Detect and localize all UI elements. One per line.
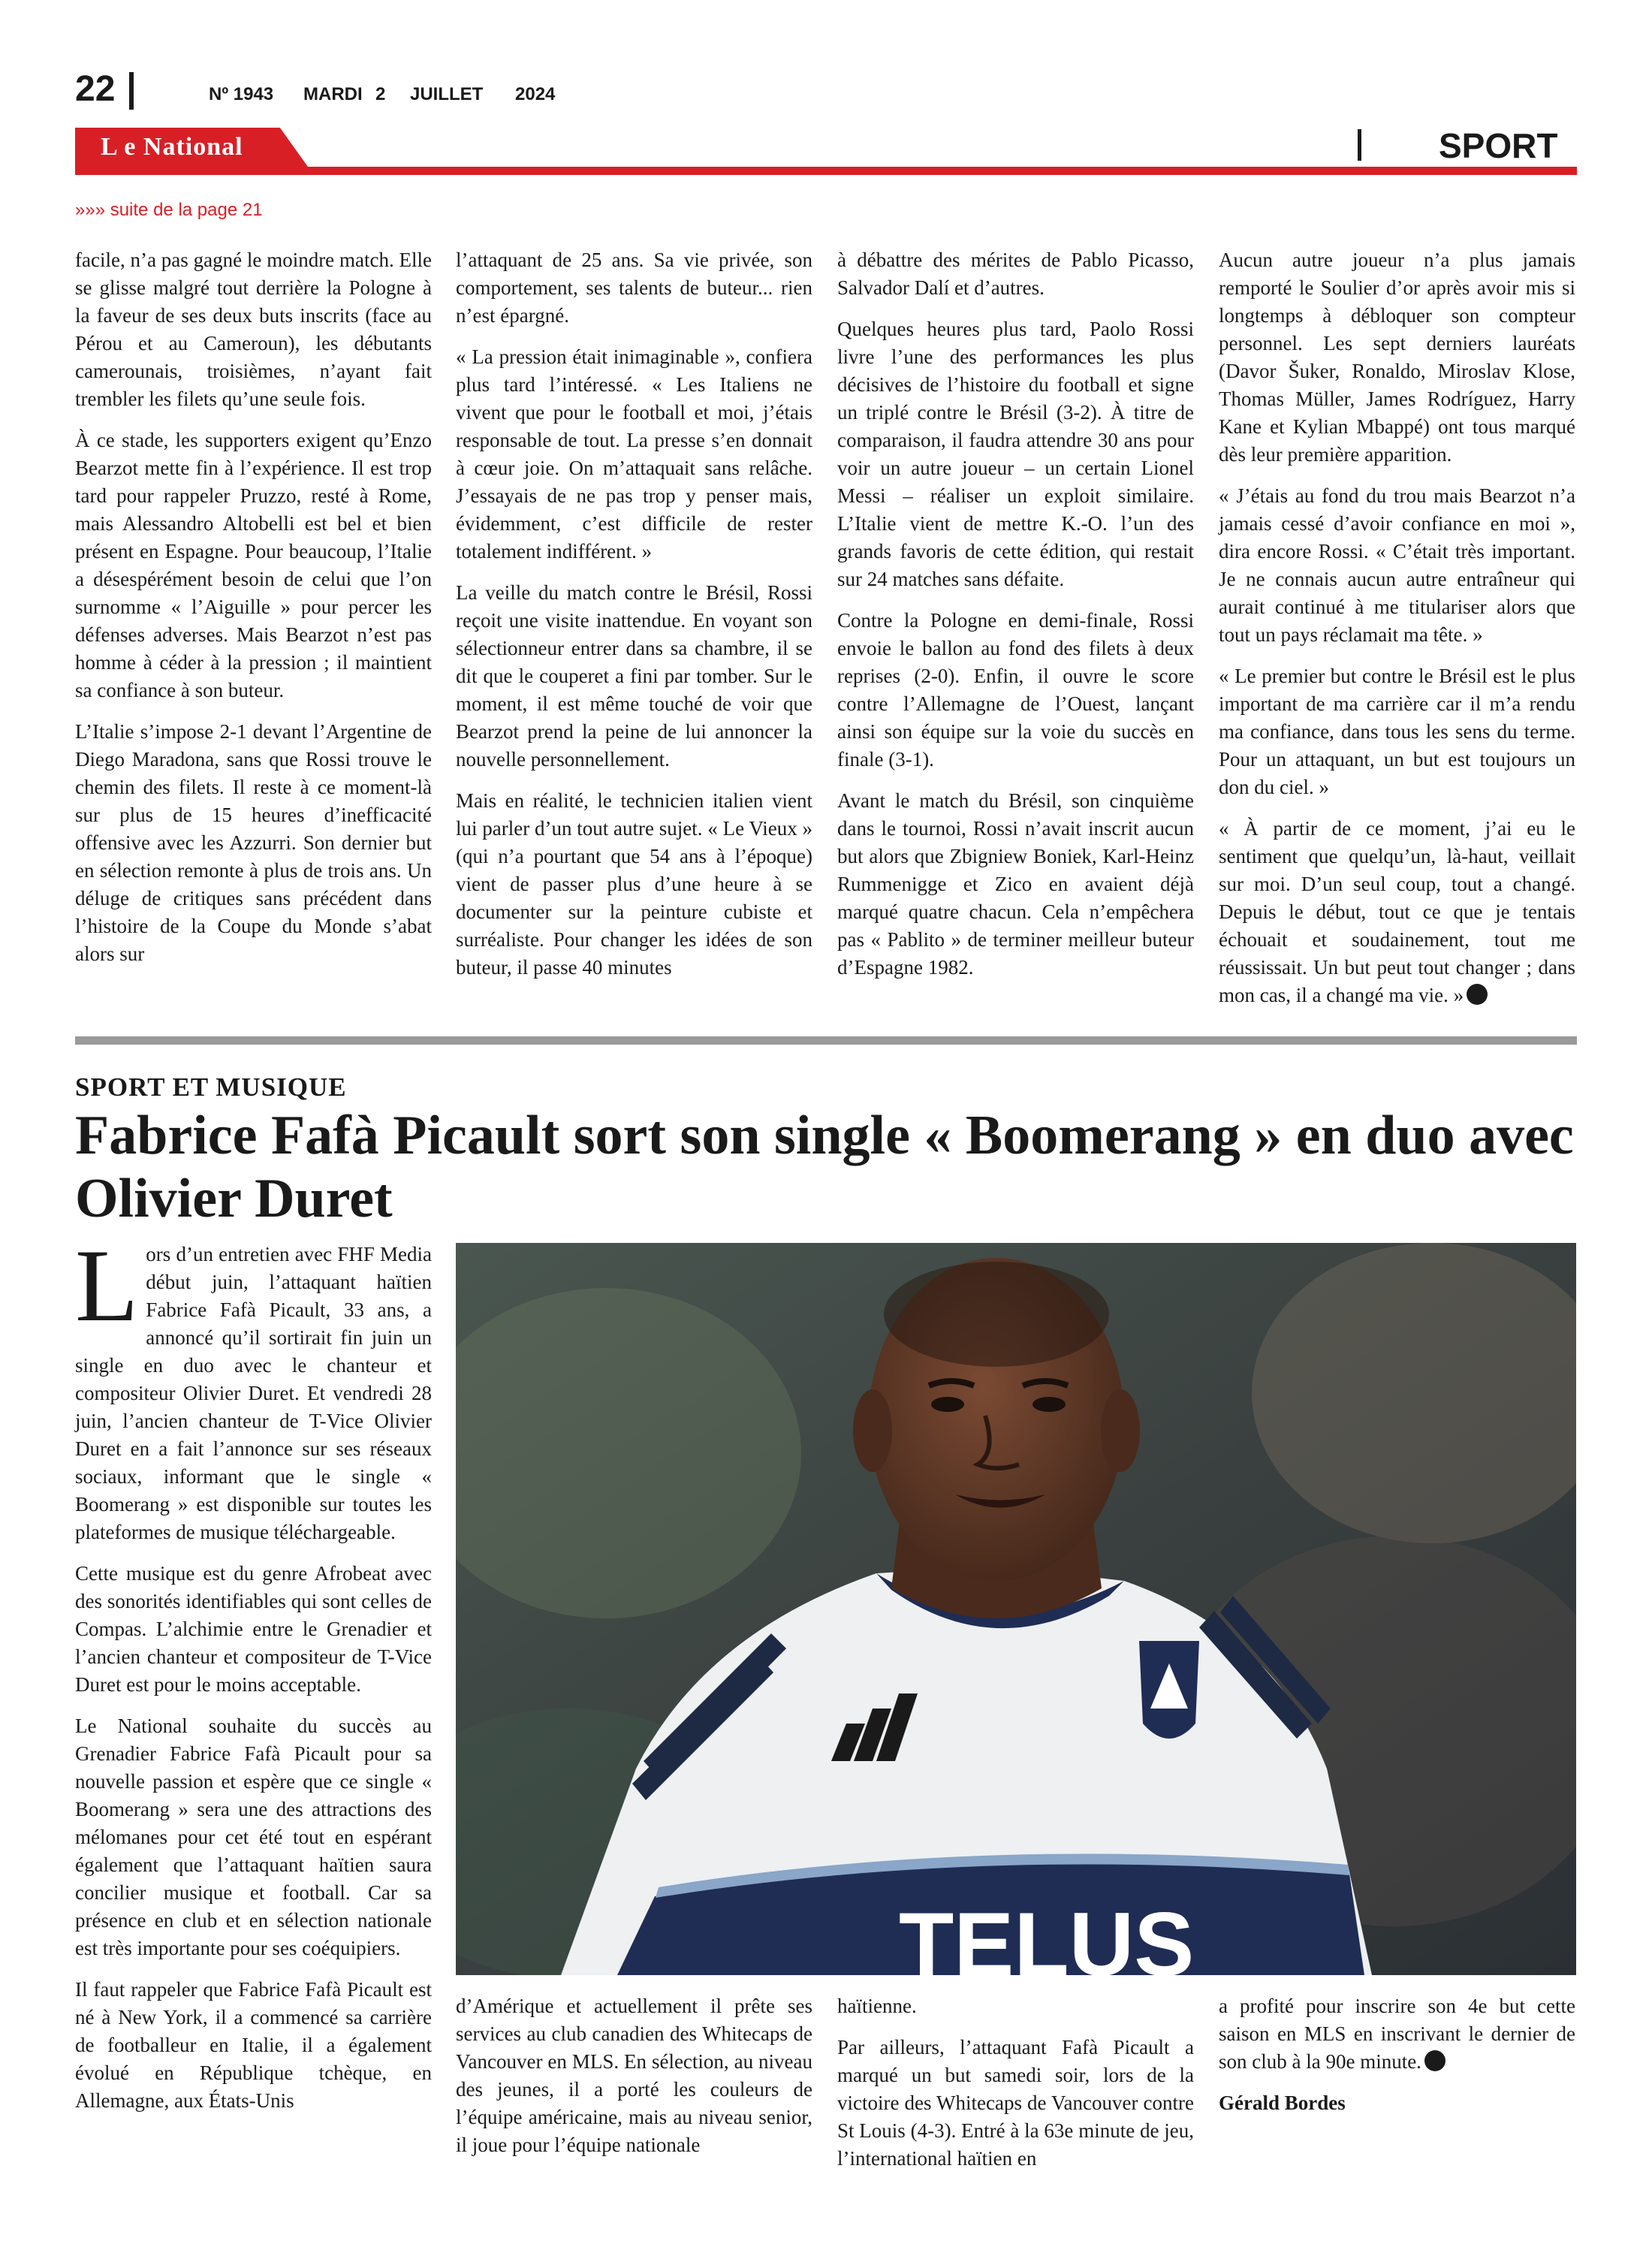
paragraph: Quelques heures plus tard, Paolo Rossi livre l’une des performances les plus décisives de l’histoire du football et signe un triplé contre le Brésil (3-2). À titre de comparaison, il faudra attendre 30 ans pour voir un autre joueur – un certain Lionel Messi – réaliser un exploit similaire. L’Italie vient de mettre K.-O. l’un des grands favoris de cette édition, qui restait sur 24 matches sans défaite. xyxy=(837,318,1194,590)
issue-weekday: MARDI xyxy=(303,84,363,104)
article2-column-3 xyxy=(837,1992,1194,2186)
page-number-divider xyxy=(129,72,134,110)
article2-headline: Fabrice Fafà Picault sort son single « Boomerang » en duo avec Olivier Duret xyxy=(75,1105,1574,1229)
article1-column-1 xyxy=(75,246,432,982)
end-of-article-icon xyxy=(1467,984,1488,1005)
paragraph: d’Amérique et actuellement il prête ses services au club canadien des Whitecaps de Vancouver en MLS. En sélection, au niveau des jeunes, il a porté les couleurs de l’équipe américaine, mais au niveau senior, il joue pour l’équipe nationale xyxy=(456,1995,812,2156)
article2-column-4 xyxy=(1219,1992,1575,2131)
lead-paragraph xyxy=(75,1228,432,1546)
end-of-article-icon xyxy=(1424,2050,1446,2071)
article1-column-3 xyxy=(837,246,1194,995)
paragraph: Le National souhaite du succès au Grenadier Fabrice Fafà Picault pour sa nouvelle passion et espère que ce single « Boomerang » sera une des attractions des mélomanes pour cet été tout en espérant également que l’attaquant haïtien saura concilier musique et football. Car sa présence en club et en sélection nationale est très importante pour ses coéquipiers. xyxy=(75,1715,432,1959)
paragraph: facile, n’a pas gagné le moindre match. Elle se glisse malgré tout derrière la Pologne à la faveur de ses deux buts inscrits (face au Pérou et au Cameroun), les débutants camerounais, troisièmes, n’ayant fait trembler les filets qu’une seule fois. xyxy=(75,249,432,410)
issue-number: Nº 1943 xyxy=(209,84,274,104)
paragraph: Cette musique est du genre Afrobeat avec des sonorités identifiables qui sont celles de Compas. L’alchimie entre le Grenadier et l’ancien chanteur et compositeur de T-Vice Duret est pour le moins acceptable. xyxy=(75,1562,432,1696)
paragraph: Contre la Pologne en demi-finale, Rossi envoie le ballon au fond des filets à deux reprises (2-0). Enfin, il ouvre le score contre l’Allemagne de l’Ouest, lançant ainsi son équipe sur la voie du succès en finale (3-1). xyxy=(837,609,1194,771)
paragraph: La veille du match contre le Brésil, Rossi reçoit une visite inattendue. En voyant son sélectionneur entrer dans sa chambre, il se dit que le couperet a fini par tomber. Sur le moment, il est même touché de voir que Bearzot prend la peine de lui annoncer la nouvelle personnellement. xyxy=(456,581,812,771)
article-divider xyxy=(75,1036,1577,1045)
header-rule xyxy=(75,167,1577,175)
paragraph-last xyxy=(1219,815,1575,1009)
paragraph: « J’étais au fond du trou mais Bearzot n’a jamais cessé d’avoir confiance en moi », dira encore Rossi. « C’était très important. Je ne connais aucun autre entraîneur qui aurait continué à me titulariser alors que tout un pays réclamait ma tête. » xyxy=(1219,484,1575,646)
paragraph: haïtienne. xyxy=(837,1995,917,2017)
article2-column-1 xyxy=(75,1228,432,2128)
paragraph-text: « À partir de ce moment, j’ai eu le sentiment que quelqu’un, là-haut, veillait sur moi. D’un seul coup, tout a changé. Depuis le début, tout ce que je tentais échouait et soudainement, tout me réussissait. Un but peut tout changer ; dans mon cas, il a changé ma vie. » xyxy=(1219,817,1575,1006)
lead-text: ors d’un entretien avec FHF Media début juin, l’attaquant haïtien Fabrice Fafà Picault, 33 ans, a annoncé qu’il sortirait fin juin un single en duo avec le chanteur et compositeur Olivier Duret. Et vendredi 28 juin, l’ancien chanteur de T-Vice Olivier Duret en a fait l’annonce sur ses réseaux sociaux, informant que le single « Boomerang » est disponible sur toutes les plateformes de musique téléchargeable. xyxy=(75,1243,432,1543)
paragraph: Par ailleurs, l’attaquant Fafà Picault a marqué un but samedi soir, lors de la victoire des Whitecaps de Vancouver contre St Louis (4-3). Entré à la 63e minute de jeu, l’international haïtien en xyxy=(837,2036,1194,2170)
player-photo xyxy=(456,1243,1576,1975)
paragraph: Il faut rappeler que Fabrice Fafà Picault est né à New York, il a commencé sa carrière de footballeur en Italie, il a également évolué en République tchèque, en Allemagne, aux États-Unis xyxy=(75,1978,432,2112)
issue-day: 2 xyxy=(375,84,386,104)
paragraph: Aucun autre joueur n’a plus jamais remporté le Soulier d’or après avoir mis si longtemps à débloquer son compteur personnel. Les sept derniers lauréats (Davor Šuker, Ronaldo, Miroslav Klose, Thomas Müller, James Rodríguez, Harry Kane et Kylian Mbappé) ont tous marqué dès leur première apparition. xyxy=(1219,249,1575,466)
paragraph: À ce stade, les supporters exigent qu’Enzo Bearzot mette fin à l’expérience. Il est trop tard pour rappeler Pruzzo, resté à Rome, mais Alessandro Altobelli est bel et bien présent en Espagne. Pour beaucoup, l’Italie a désespérément besoin de celui que l’on surnomme « l’Aiguille » pour percer les défenses adverses. Mais Bearzot n’est pas homme à céder à la pression ; il maintient sa confiance à son buteur. xyxy=(75,429,432,701)
drop-cap: L xyxy=(75,1228,139,1343)
article2-column-2 xyxy=(456,1992,812,2173)
paragraph: « La pression était inimaginable », confiera plus tard l’intéressé. « Les Italiens ne vivent que pour le football et moi, j’étais responsable de tout. La presse s’en donnait à cœur joie. On m’attaquait sans relâche. J’essayais de ne pas trop y penser mais, évidemment, c’est difficile de rester totalement indifférent. » xyxy=(456,345,812,562)
paragraph-last xyxy=(1219,1992,1575,2076)
section-label: SPORT xyxy=(1439,126,1558,165)
issue-month: JUILLET xyxy=(410,84,484,104)
paragraph: « Le premier but contre le Brésil est le plus important de ma carrière car il m’a rendu ma confiance, dans tous les sens du terme. Pour un attaquant, un but est toujours un don du ciel. » xyxy=(1219,665,1575,798)
paragraph: L’Italie s’impose 2-1 devant l’Argentine de Diego Maradona, sans que Rossi trouve le chemin des filets. Il reste à ce moment-là sur plus de 15 heures d’inefficacité offensive avec les Azzurri. Son dernier but en sélection remonte à plus de trois ans. Un déluge de critiques sans précédent dans l’histoire de la Coupe du Monde s’abat alors sur xyxy=(75,720,432,965)
paragraph: Mais en réalité, le technicien italien vient lui parler d’un tout autre sujet. « Le Vieux » (qui n’a pourtant que 54 ans à l’époque) vient de passer plus d’une heure à se documenter sur la peinture cubiste et surréaliste. Pour changer les idées de son buteur, il passe 40 minutes xyxy=(456,789,812,979)
issue-year: 2024 xyxy=(515,84,556,104)
page-number: 22 xyxy=(75,69,116,109)
paragraph: l’attaquant de 25 ans. Sa vie privée, son comportement, ses talents de buteur... rien n’est épargné. xyxy=(456,249,812,327)
section-divider xyxy=(1358,129,1361,161)
masthead-title: L e National xyxy=(101,133,243,161)
paragraph: Avant le match du Brésil, son cinquième dans le tournoi, Rossi n’avait inscrit aucun but alors que Zbigniew Boniek, Karl-Heinz Rummenigge et Zico en avaient déjà marqué quatre chacun. Cela n’empêchera pas « Pablito » de terminer meilleur buteur d’Espagne 1982. xyxy=(837,789,1194,979)
article1-column-2 xyxy=(456,246,812,995)
author-byline: Gérald Bordes xyxy=(1219,2092,1346,2114)
continued-from-note: »»» suite de la page 21 xyxy=(75,200,263,220)
paragraph: à débattre des mérites de Pablo Picasso, Salvador Dalí et d’autres. xyxy=(837,249,1194,299)
paragraph-text: a profité pour inscrire son 4e but cette saison en MLS en inscrivant le dernier de son club à la 90e minute. xyxy=(1219,1995,1575,2073)
article2-kicker: SPORT ET MUSIQUE xyxy=(75,1072,347,1102)
article1-column-4 xyxy=(1219,246,1575,1023)
jersey-sponsor-text: TELUS xyxy=(899,1894,1195,1975)
